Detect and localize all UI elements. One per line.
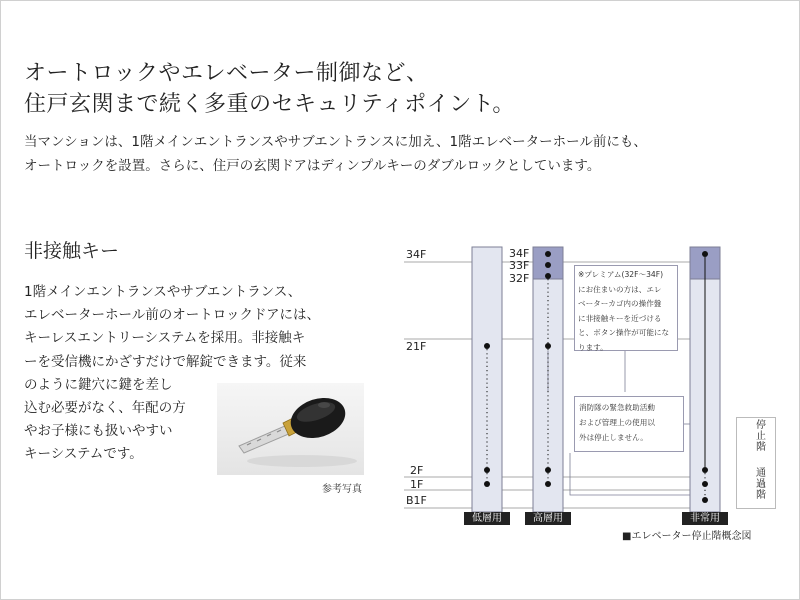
premium-note-line: ベーターカゴ内の操作盤 <box>578 299 662 308</box>
note-connector <box>570 453 690 495</box>
lead-line-2: オートロックを設置。さらに、住戸の玄関ドアはディンプルキーのダブルロックとしています。 <box>24 158 601 174</box>
floor-label-b1f: B1F <box>406 494 427 507</box>
body-line: 込む必要がなく、年配の方 <box>24 400 186 417</box>
floor-label-34f: 34F <box>406 248 427 261</box>
body-line: のように鍵穴に鍵を差し <box>24 376 173 393</box>
body-line: 1階メインエントランスやサブエントランス、 <box>24 284 302 300</box>
body-line: キーレスエントリーシステムを採用。非接触キ <box>24 330 306 347</box>
emergency-note-line: 外は停止しません。 <box>579 433 648 442</box>
headline-line-1: オートロックやエレベーター制御など、 <box>24 61 429 86</box>
shaft-floor-34f: 34F <box>509 247 530 260</box>
premium-note-line: ります。 <box>578 342 608 352</box>
lead-line-1: 当マンションは、1階メインエントランスやサブエントランスに加え、1階エレベーターホール前にも、 <box>24 134 647 150</box>
shaft-tag-emergency: 非常用 <box>682 512 728 525</box>
body-line: キーシステムです。 <box>24 446 143 463</box>
shaft-floor-32f: 32F <box>509 272 530 285</box>
legend-stop-label: 停止階 <box>756 420 766 453</box>
section-title: 非接触キー <box>24 240 120 262</box>
body-line: エレベーターホール前のオートロックドアには、 <box>24 307 321 324</box>
diagram-caption: ■エレベーター停止階概念図 <box>622 531 752 542</box>
floor-label-1f: 1F <box>410 478 424 491</box>
premium-note-line: に非接触キーを近づける <box>578 313 662 323</box>
body-line: やお子様にも扱いやすい <box>24 423 173 440</box>
body-line: ーを受信機にかざすだけで解錠できます。従来 <box>24 353 307 370</box>
premium-note-line: にお住まいの方は、エレ <box>578 284 662 294</box>
photo-caption: 参考写真 <box>322 484 362 495</box>
premium-note-line: ※プレミアム(32F〜34F) <box>578 270 664 279</box>
floor-label-21f: 21F <box>406 340 427 353</box>
headline-line-2: 住戸玄関まで続く多重のセキュリティポイント。 <box>24 92 515 117</box>
floor-label-2f: 2F <box>410 464 424 477</box>
emergency-note-line: 消防隊の緊急救助活動 <box>579 403 655 412</box>
premium-note-line: と、ボタン操作が可能にな <box>578 328 670 337</box>
legend-pass-label: 通過階 <box>756 468 766 501</box>
premium-note <box>574 265 678 351</box>
shaft-floor-33f: 33F <box>509 259 530 272</box>
shaft-tag-high: 高層用 <box>525 512 571 525</box>
emergency-note-line: および管理上の使用以 <box>579 418 655 427</box>
shaft-tag-low: 低層用 <box>464 512 510 525</box>
emergency-note <box>574 396 684 452</box>
